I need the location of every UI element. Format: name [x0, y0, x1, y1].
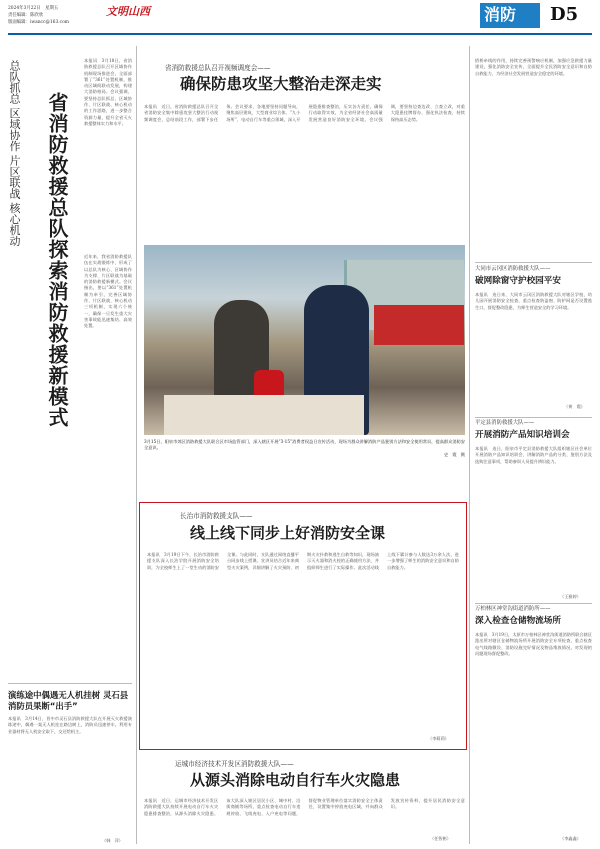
mid-body: 本报讯 3月19日下午，长治市消防救援支队深入长治学院开展消防安全培训，为全校师生上了一堂生动的消防安全课。与此同时，支队通过网络直播平台同步线上授课。宣讲员结合近年来典型火灾案例，详细讲解了火灾预防、初期火灾扑救和逃生自救等知识，现场演示灭火器和消火栓的正确使用方法，并组织师生进行了实际操作。此次活动线上线下累计参与人数达3万余人次，进一步增强了师生的消防安全意识和自防自救能力。 [147, 552, 459, 570]
bottom-byline: （任智彬） [430, 836, 451, 841]
photo-banner [374, 305, 464, 345]
left-byline-3: （韩 萍） [102, 838, 123, 843]
left-body-1: 本报讯 3月18日，省消防救援总队召开区域协作机制现场推进会，全面部署了“361”处置机制，推动区域间联动发展，构建大消防格局。会议强调，要坚持总队抓总、区域协作、片区联战、核心机动的工作思路，进一步整合资源力量，提升全省灭火救援整体实力和水平。 [84, 58, 132, 126]
section-label: 消防 [484, 5, 517, 24]
photo-caption: 3月15日，阳泉市郊区消防救援大队联合区市场监管部门，深入辖区开展“3·15”消费者权益日宣传活动，现场为群众讲解消防产品鉴别方法和安全使用常识，提高群众消防安全意识。 [144, 439, 465, 451]
right-divider-1 [475, 262, 592, 263]
right-item-3-body: 本报讯 3月19日，太原市万柏林区神堂沟街道消防所联合辖区派出所对辖区仓储物流场所开展消防安全专项检查，重点检查电气线路敷设、消防设施完好情况及物品堆放情况，对发现的问题现场督促整改。 [475, 632, 592, 656]
right-item-3-kicker: 万柏林区神堂沟街道消防所—— [475, 606, 551, 612]
date-line: 2024年3月22日 星期五 [8, 6, 59, 11]
right-item-3-byline: （李鑫鑫） [560, 836, 581, 841]
masthead-rule [8, 33, 592, 35]
mid-headline: 线上线下同步上好消防安全课 [190, 524, 386, 542]
photo-table [164, 395, 364, 435]
photo-credit: 史 霞 摄 [444, 452, 465, 457]
right-item-3-headline: 深入检查仓储物流场所 [475, 616, 561, 626]
left-body-2: 近年来，我省消防救援队伍在实战锻炼中，形成了以总队为核心、区域协作为支撑、片区联战为基础的消防救援新模式。会议指出，要以“361”处置机制为牵引，完善区域协作、片区联战、核心机动三项机制，实现六个统一，确保一旦发生重大灾害事故能迅速集结、高效处置。 [84, 254, 132, 329]
right-item-2-byline: （王雅婷） [560, 594, 581, 599]
mid-kicker: 长治市消防救援支队—— [180, 512, 253, 520]
left-headline-2: 演练途中偶遇无人机挂树 灵石县消防员果断“出手” [8, 690, 129, 711]
mid-byline: （李莉莉） [428, 736, 449, 741]
editor-line: 责任编辑：陈欣欣 [8, 13, 44, 18]
left-vertical-kicker: 总队抓总 区域协作 片区联战 核心机动 [8, 60, 21, 247]
right-item-2-headline: 开展消防产品知识培训会 [475, 430, 570, 440]
right-item-1-headline: 破网除窗守护校园平安 [475, 276, 561, 286]
left-divider [8, 683, 132, 684]
top-headline: 确保防患攻坚大整治走深走实 [180, 75, 382, 93]
bottom-headline: 从源头消除电动自行车火灾隐患 [190, 771, 401, 789]
right-divider-2 [475, 417, 592, 418]
top-kicker: 省消防救援总队召开视频调度会—— [165, 64, 271, 72]
left-body-3: 本报讯 3月14日，晋中市灵石县消防救援大队在开展灭火救援演练途中，偶遇一架无人机挂在路边树上，消防员迅速停车，利用专业器材将无人机安全取下，交还给机主。 [8, 716, 132, 734]
left-vertical-headline: 省消防救援总队探索消防救援新模式 [45, 92, 69, 428]
top-body: 本报讯 近日，省消防救援总队召开全省消防安全集中除患攻坚大整治行动视频调度会，总结前段工作，部署下步任务。会议要求，各地要坚持问题导向，聚焦高层建筑、大型商业综合体、“九小场所”、电动自行车等重点领域，深入开展隐患排查整治，压实各方责任，确保行动取得实效，为全省经济社会高质量发展营造良好消防安全环境。会议强调，要坚持边查边改、立查立改，对重大隐患挂牌督办，强化执法检查，持续保持高压态势。 [144, 104, 465, 122]
right-item-1-kicker: 大同市云冈区消防救援大队—— [475, 266, 551, 272]
right-item-1-body: 本报讯 连日来，大同市云冈区消防救援大队对辖区学校、幼儿园开展消防安全检查，重点检查防盗窗、防护网是否设置逃生口，督促整改隐患，为师生营造安全的学习环境。 [475, 292, 592, 310]
news-photo [144, 245, 465, 435]
masthead-logo: 文明山西 [106, 5, 150, 18]
bottom-kicker: 运城市经济技术开发区消防救援大队—— [175, 760, 294, 768]
right-body-top: 搭桥牵线的作用，持续完善预警响应机制，加强应急救援力量建设，强化消防安全宣传，全面提升全民消防安全意识和自防自救能力，为经济社会发展营造安全稳定的环境。 [475, 58, 592, 76]
right-item-2-kicker: 平定县消防救援大队—— [475, 420, 535, 426]
page-number: D5 [550, 4, 579, 25]
right-item-2-body: 本报讯 连日，阳泉市平定县消防救援大队组织辖区社会单位开展消防产品知识培训会，讲解消防产品的分类、鉴别方法及选购注意事项，帮助参训人员提升辨识能力。 [475, 446, 592, 464]
bottom-body: 本报讯 近日，运城市经济技术开发区消防救援大队持续开展电动自行车火灾隐患排查整治，从源头消除火灾隐患。该大队深入辖区居民小区、城中村、沿街商铺等场所，重点检查电动自行车违规停放、飞线充电、入户充电等问题，督促物业管理单位落实消防安全主体责任，设置集中停放充电区域，并向群众发放宣传资料，提升居民消防安全意识。 [144, 798, 465, 816]
col-divider-left [136, 46, 137, 844]
masthead [0, 0, 600, 46]
designer-line: 版面编辑：iwancc@163.com [8, 20, 69, 25]
col-divider-right [469, 46, 470, 844]
right-divider-3 [475, 603, 592, 604]
right-item-1-byline: （黄 霞） [564, 404, 585, 409]
